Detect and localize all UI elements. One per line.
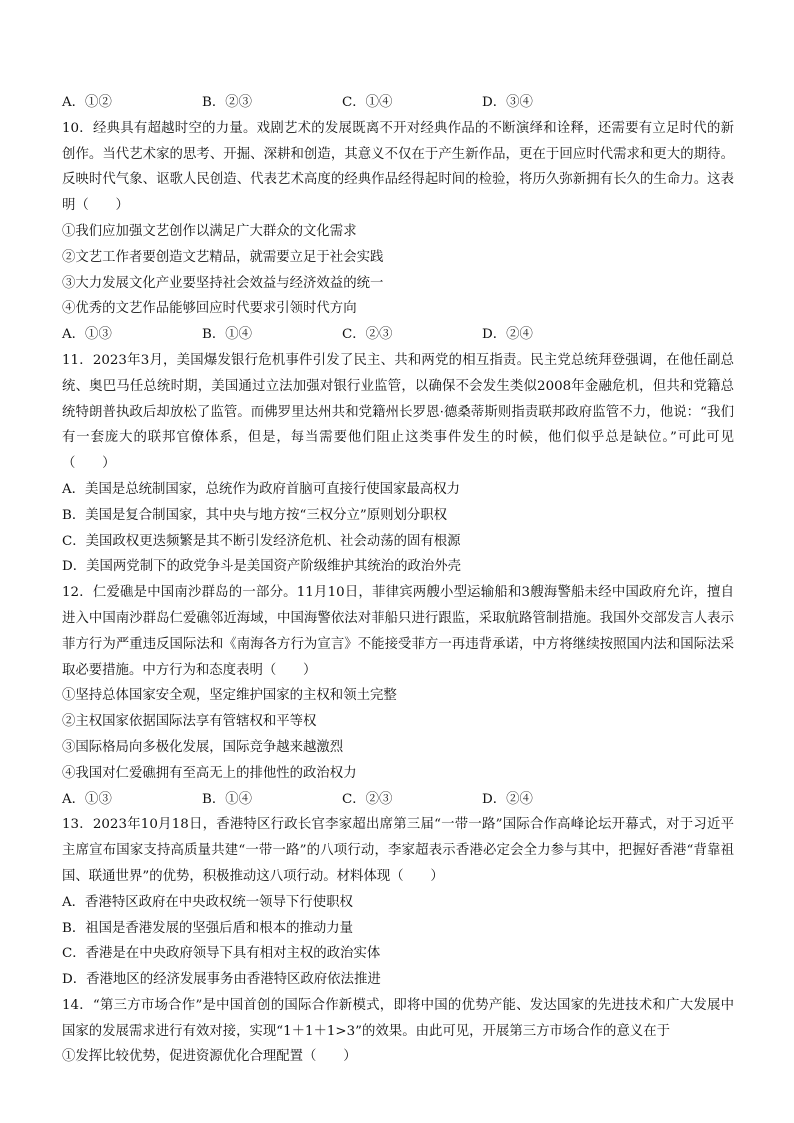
q10-item-2: ②文艺工作者要创造文艺精品，就需要立足于社会实践 xyxy=(62,249,384,265)
q12-option-c: C．②③ xyxy=(342,791,393,807)
q13-option-b: B．祖国是香港发展的坚强后盾和根本的推动力量 xyxy=(62,920,354,936)
q11-stem: 11．2023年3月，美国爆发银行危机事件引发了民主、共和两党的相互指责。民主党总统拜登强调，在他任副总统、奥巴马任总统时期，美国通过立法加强对银行业监管，以确保不会发生类似2008年金融危机，但共和党籍总统特朗普执政后却放松了监管。而佛罗里达州共和党籍州长罗恩·德桑蒂斯则指责联邦政府监管不力，他说：“我们有一套庞大的联邦官僚体系，但是，每当需要他们阻止这类事件发生的时候，他们似乎总是缺位。”可此可见（ ） xyxy=(62,352,734,472)
q9-option-a: A．①② xyxy=(62,95,112,110)
q10-option-c: C．②③ xyxy=(342,327,393,343)
q10-option-d: D．②④ xyxy=(482,327,533,343)
q9-option-b: B．②③ xyxy=(202,95,253,110)
q13-option-c: C．香港是在中央政府领导下具有相对主权的政治实体 xyxy=(62,946,381,962)
q14-item-1: ①发挥比较优势，促进资源优化合理配置（ ） xyxy=(62,1049,357,1065)
q9-options xyxy=(62,90,734,116)
q12-option-a: A．①③ xyxy=(62,791,112,807)
q10-options xyxy=(62,322,734,348)
q11-option-b: B．美国是复合制国家，其中央与地方按“三权分立”原则划分职权 xyxy=(62,507,448,523)
q12-options xyxy=(62,787,734,813)
q10-item-3: ③大力发展文化产业要坚持社会效益与经济效益的统一 xyxy=(62,275,384,291)
q12-item-3: ③国际格局向多极化发展，国际竞争越来越激烈 xyxy=(62,739,344,755)
q12-option-d: D．②④ xyxy=(482,791,533,807)
q13-option-a: A．香港特区政府在中央政权统一领导下行使职权 xyxy=(62,894,353,910)
q9-option-c: C．①④ xyxy=(342,95,393,110)
q10-stem: 10．经典具有超越时空的力量。戏剧艺术的发展既离不开对经典作品的不断演绎和诠释，还需要有立足时代的新创作。当代艺术家的思考、开掘、深耕和创造，其意义不仅在于产生新作品，更在于回应时代需求和更大的期待。反映时代气象、讴歌人民创造、代表艺术高度的经典作品经得起时间的检验，将历久弥新拥有长久的生命力。这表明（ ） xyxy=(62,120,734,214)
q12-item-2: ②主权国家依据国际法享有管辖权和平等权 xyxy=(62,714,317,730)
q12-item-1: ①坚持总体国家安全观，坚定维护国家的主权和领土完整 xyxy=(62,688,397,704)
q14-stem: 14．“第三方市场合作”是中国首创的国际合作新模式，即将中国的优势产能、发达国家的先进技术和广大发展中国家的发展需求进行有效对接，实现“1＋1＋1>3”的效果。由此可见，开展第三方市场合作的意义在于 xyxy=(62,997,734,1039)
q12-option-b: B．①④ xyxy=(202,791,253,807)
q11-option-d: D．美国两党制下的政党争斗是美国资产阶级维护其统治的政治外壳 xyxy=(62,559,462,575)
q11-option-c: C．美国政权更迭频繁是其不断引发经济危机、社会动荡的固有根源 xyxy=(62,533,461,549)
q10-option-a: A．①③ xyxy=(62,327,112,343)
q10-item-4: ④优秀的文艺作品能够回应时代要求引领时代方向 xyxy=(62,301,357,317)
exam-content xyxy=(62,90,734,1070)
q10-item-1: ①我们应加强文艺创作以满足广大群众的文化需求 xyxy=(62,223,357,239)
q11-option-a: A．美国是总统制国家，总统作为政府首脑可直接行使国家最高权力 xyxy=(62,481,460,497)
q13-option-d: D．香港地区的经济发展事务由香港特区政府依法推进 xyxy=(62,972,381,988)
q9-option-d: D．③④ xyxy=(482,95,533,110)
q10-option-b: B．①④ xyxy=(202,327,253,343)
q12-stem: 12．仁爱礁是中国南沙群岛的一部分。11月10日，菲律宾两艘小型运输船和3艘海警船未经中国政府允许，擅自进入中国南沙群岛仁爱礁邻近海域，中国海警依法对菲船只进行跟监，采取航路管制措施。我国外交部发言人表示菲方行为严重违反国际法和《南海各方行为宣言》不能接受菲方一再违背承诺，中方将继续按照国内法和国际法采取必要措施。中方行为和态度表明（ ） xyxy=(62,585,734,678)
q12-item-4: ④我国对仁爱礁拥有至高无上的排他性的政治权力 xyxy=(62,765,357,781)
q13-stem: 13．2023年10月18日，香港特区行政长官李家超出席第三届“一带一路”国际合作高峰论坛开幕式，对于习近平主席宣布国家支持高质量共建“一带一路”的八项行动，李家超表示香港必定会全力参与其中，把握好香港“背靠祖国、联通世界”的优势，积极推动这八项行动。材料体现（ ） xyxy=(62,817,734,884)
